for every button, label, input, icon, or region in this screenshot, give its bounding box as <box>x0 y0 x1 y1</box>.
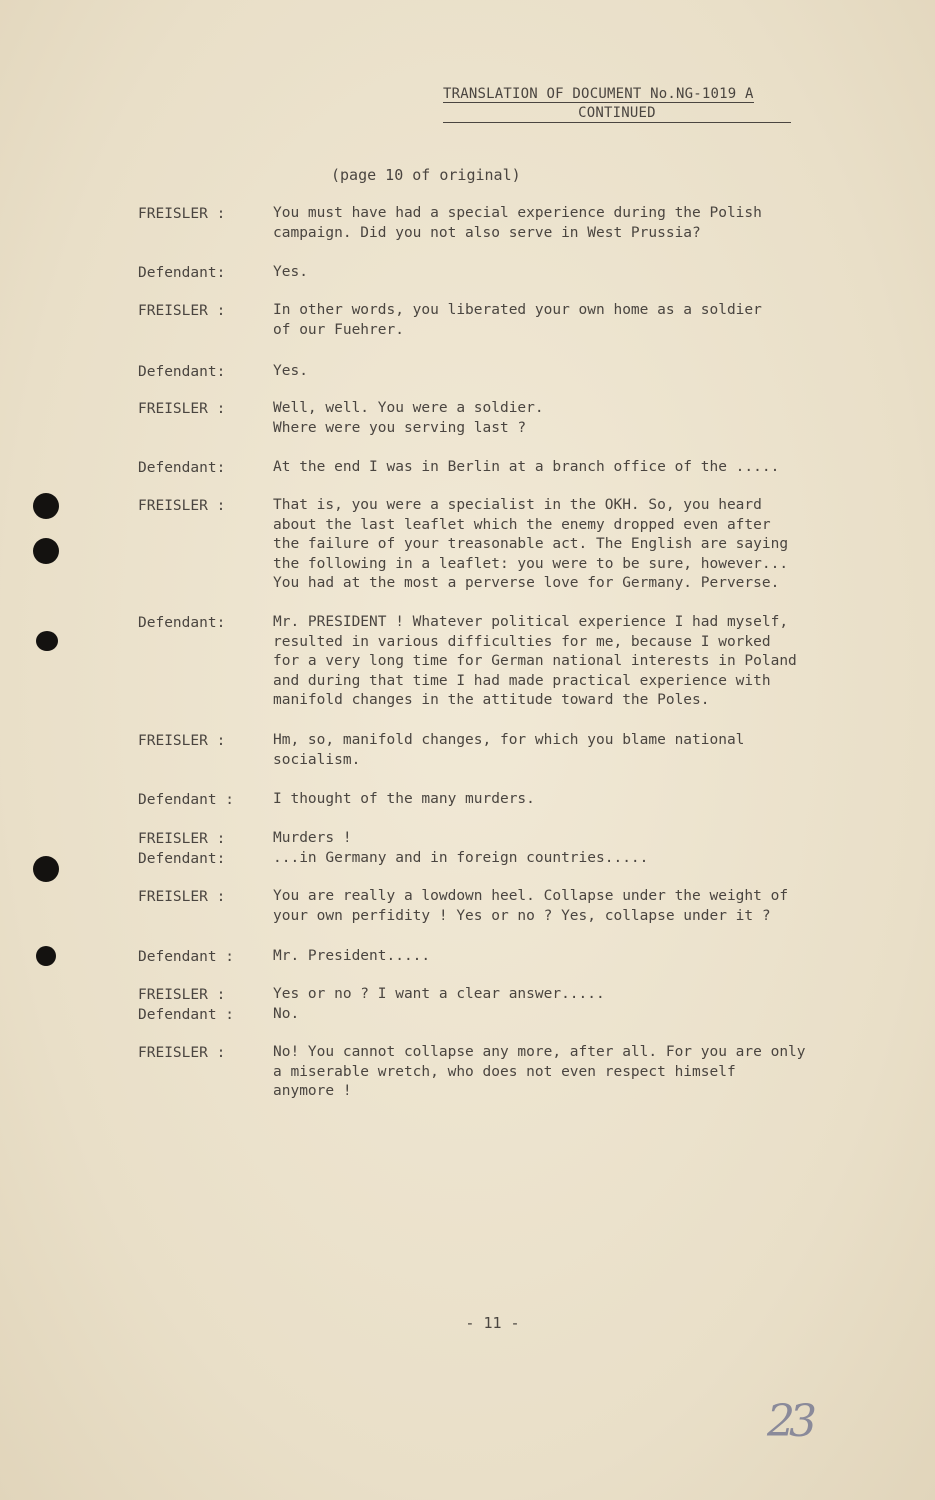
speech-text: Mr. PRESIDENT ! Whatever political experience I had myself, resulted in various difficulties for me, because I worked for a very long time for German national interests in Poland and during that time I had made practical experience with manifold changes in the attitude toward the Poles. <box>273 614 797 709</box>
speaker-label: FREISLER : <box>138 206 226 222</box>
handwritten-page-number: 23 <box>767 1396 811 1447</box>
speech-text: Yes or no ? I want a clear answer..... No. <box>273 986 605 1022</box>
speech-text: That is, you were a specialist in the OKH. So, you heard about the last leaflet which the enemy dropped even after the failure of your treasonable act. The English are saying the following in a leaflet: you were to be sure, however... You had at the most a perverse love for Germany. Perverse. <box>273 497 789 592</box>
speech-text: Murders ! ...in Germany and in foreign countries..... <box>273 830 649 866</box>
original-page-note: (page 10 of original) <box>331 166 521 184</box>
speech-text: Well, well. You were a soldier. Where were you serving last ? <box>273 400 544 436</box>
speaker-label: FREISLER : <box>138 1045 226 1061</box>
speech-text: You must have had a special experience during the Polish campaign. Did you not also serve in West Prussia? <box>273 205 762 241</box>
speaker-label: FREISLER : Defendant: <box>138 831 226 867</box>
punch-hole <box>33 856 59 882</box>
speech-text: No! You cannot collapse any more, after all. For you are only a miserable wretch, who does not even respect himself anymore ! <box>273 1044 806 1100</box>
speech-text: Yes. <box>273 363 308 379</box>
speech-text: At the end I was in Berlin at a branch office of the ..... <box>273 459 780 475</box>
speech-text: I thought of the many murders. <box>273 791 535 807</box>
header-title: TRANSLATION OF DOCUMENT No.NG-1019 A <box>443 86 754 102</box>
punch-hole <box>33 493 59 519</box>
speaker-label: FREISLER : <box>138 733 226 749</box>
speaker-label: Defendant : <box>138 792 235 808</box>
speaker-label: FREISLER : <box>138 401 226 417</box>
speaker-label: Defendant: <box>138 364 226 380</box>
speech-text: You are really a lowdown heel. Collapse under the weight of your own perfidity ! Yes or no ? Yes, collapse under it ? <box>273 888 789 924</box>
speaker-label: FREISLER : <box>138 889 226 905</box>
page-number: - 11 - <box>465 1314 520 1332</box>
speech-text: Yes. <box>273 264 308 280</box>
speech-text: Hm, so, manifold changes, for which you blame national socialism. <box>273 732 745 768</box>
punch-hole <box>33 538 59 564</box>
speaker-label: Defendant: <box>138 615 226 631</box>
speaker-label: FREISLER : <box>138 303 226 319</box>
speaker-label: Defendant: <box>138 460 226 476</box>
speaker-label: FREISLER : <box>138 498 226 514</box>
speaker-label: FREISLER : Defendant : <box>138 987 235 1023</box>
speech-text: Mr. President..... <box>273 948 431 964</box>
document-header <box>443 86 791 123</box>
speech-text: In other words, you liberated your own home as a soldier of our Fuehrer. <box>273 302 762 338</box>
header-continued: CONTINUED <box>443 105 791 123</box>
speaker-label: Defendant: <box>138 265 226 281</box>
punch-hole <box>36 631 58 651</box>
punch-hole <box>36 946 56 966</box>
speaker-label: Defendant : <box>138 949 235 965</box>
